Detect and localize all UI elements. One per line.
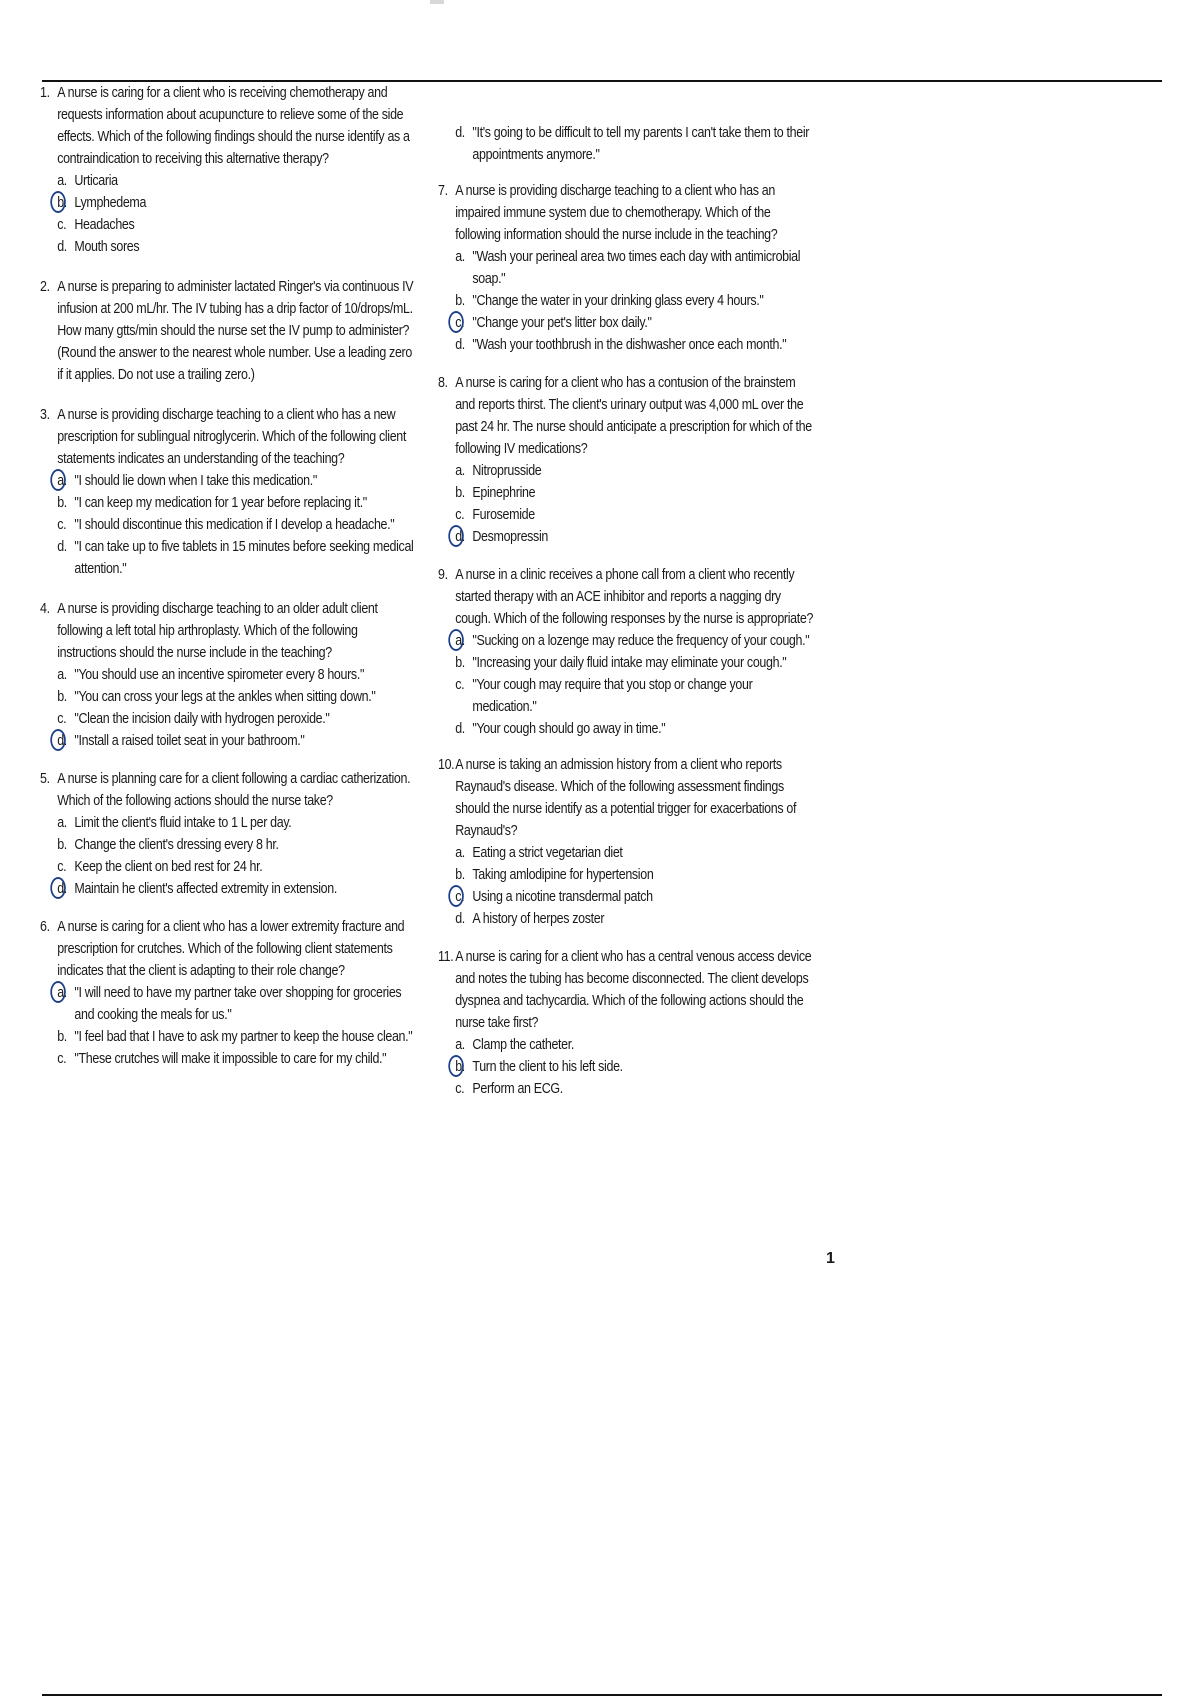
option-text: "Wash your perineal area two times each day with antimicrobial soap." (472, 249, 801, 287)
question-item (438, 180, 816, 356)
option-letter: d. (57, 881, 67, 897)
question-text: A nurse is caring for a client who is receiving chemotherapy and requests information about acupuncture to relieve some of the side effects. Which of the following findings should the nurse identify as a contraindication to receiving this alternative therapy? (57, 85, 410, 167)
option-letter: a. (57, 985, 67, 1001)
answer-circle-mark (50, 877, 65, 899)
answer-circle-mark (50, 191, 65, 213)
answer-option (455, 312, 816, 334)
answer-option (57, 982, 418, 1026)
page-number: 1 (826, 1250, 835, 1267)
question-number: 9. (438, 567, 448, 583)
answer-circle-mark (448, 885, 463, 907)
answer-circle-mark (448, 629, 463, 651)
answer-circle-mark (50, 469, 65, 491)
option-letter: d. (455, 529, 465, 545)
option-letter: b. (57, 837, 67, 853)
option-text: Epinephrine (472, 485, 536, 501)
question-item (438, 564, 816, 740)
question-number: 1. (40, 85, 50, 101)
question-item (40, 916, 418, 1070)
answer-circle-mark (50, 729, 65, 751)
answer-option (57, 708, 418, 730)
question-stem (438, 372, 816, 460)
question-stem (40, 404, 418, 470)
option-letter: c. (57, 217, 67, 233)
question-stem (40, 768, 418, 812)
option-text: "Your cough should go away in time." (472, 721, 666, 737)
option-text: "I can keep my medication for 1 year before replacing it." (74, 495, 367, 511)
answer-option (455, 1078, 816, 1100)
question-item (438, 754, 816, 930)
question-text: A nurse in a clinic receives a phone call from a client who recently started therapy with an ACE inhibitor and reports a nagging dry cough. Which of the following responses by the nurse is appropriate? (455, 567, 814, 627)
option-letter: a. (57, 667, 67, 683)
answer-option (57, 834, 418, 856)
question-text: A nurse is caring for a client who has a contusion of the brainstem and reports thirst. The client's urinary output was 4,000 mL over the past 24 hr. The nurse should anticipate a prescription for which of the following IV medications? (455, 375, 812, 457)
answer-option (455, 842, 816, 864)
option-letter: c. (57, 1051, 67, 1067)
option-letter: d. (455, 125, 465, 141)
question-text: A nurse is providing discharge teaching to a client who has a new prescription for sublingual nitroglycerin. Which of the following client statements indicates an understanding of the teaching? (57, 407, 407, 467)
option-letter: d. (455, 337, 465, 353)
answer-option (455, 886, 816, 908)
option-text: Change the client's dressing every 8 hr. (74, 837, 279, 853)
option-letter: c. (57, 859, 67, 875)
question-text: A nurse is providing discharge teaching to an older adult client following a left total hip arthroplasty. Which of the following instructions should the nurse include in the teaching? (57, 601, 378, 661)
answer-option (57, 536, 418, 580)
answer-option (455, 630, 816, 652)
question-stem (438, 564, 816, 630)
answer-option (57, 470, 418, 492)
question-number: 5. (40, 771, 50, 787)
answer-option (57, 730, 418, 752)
question-item (40, 768, 418, 900)
option-text: "I should lie down when I take this medication." (74, 473, 317, 489)
option-letter: b. (57, 1029, 67, 1045)
option-letter: a. (455, 463, 465, 479)
question-item (438, 946, 816, 1100)
question-item (438, 372, 816, 548)
answer-option (455, 652, 816, 674)
answer-option (455, 504, 816, 526)
question-text: A nurse is providing discharge teaching to a client who has an impaired immune system due to chemotherapy. Which of the following information should the nurse include in the teaching? (455, 183, 778, 243)
option-letter: a. (57, 173, 67, 189)
answer-option (57, 170, 418, 192)
answer-circle-mark (448, 525, 463, 547)
option-letter: d. (455, 721, 465, 737)
answer-circle-mark (448, 1055, 463, 1077)
option-text: "These crutches will make it impossible to care for my child." (74, 1051, 387, 1067)
option-text: Nitroprusside (472, 463, 542, 479)
option-letter: c. (455, 315, 465, 331)
answer-option (455, 122, 816, 166)
option-letter: a. (455, 845, 465, 861)
option-letter: c. (57, 711, 67, 727)
option-letter: b. (455, 293, 465, 309)
option-text: Headaches (74, 217, 135, 233)
question-stem (438, 180, 816, 246)
option-letter: a. (57, 473, 67, 489)
answer-option (57, 812, 418, 834)
option-text: "I should discontinue this medication if I develop a headache." (74, 517, 395, 533)
option-text: "Sucking on a lozenge may reduce the frequency of your cough." (472, 633, 810, 649)
option-text: Urticaria (74, 173, 118, 189)
option-letter: b. (455, 655, 465, 671)
option-letter: d. (455, 911, 465, 927)
option-text: Maintain he client's affected extremity in extension. (74, 881, 337, 897)
question-number: 10. (438, 757, 455, 773)
answer-option (455, 334, 816, 356)
answer-circle-mark (50, 981, 65, 1003)
option-text: Mouth sores (74, 239, 140, 255)
option-text: "Change your pet's litter box daily." (472, 315, 652, 331)
question-stem (40, 82, 418, 170)
answer-option (455, 674, 816, 718)
scan-mark (430, 0, 444, 4)
answer-circle-mark (448, 311, 463, 333)
option-letter: b. (455, 1059, 465, 1075)
answer-option (57, 878, 418, 900)
option-text: "Clean the incision daily with hydrogen peroxide." (74, 711, 330, 727)
question-item (40, 276, 418, 386)
option-letter: a. (455, 249, 465, 265)
answer-option (455, 526, 816, 548)
option-letter: b. (455, 485, 465, 501)
answer-option (455, 1056, 816, 1078)
option-letter: a. (455, 1037, 465, 1053)
option-letter: c. (455, 1081, 465, 1097)
option-text: "I will need to have my partner take over shopping for groceries and cooking the meals for us." (74, 985, 402, 1023)
option-text: Clamp the catheter. (472, 1037, 575, 1053)
option-letter: b. (57, 195, 67, 211)
option-text: "Your cough may require that you stop or change your medication." (472, 677, 753, 715)
option-text: Desmopressin (472, 529, 548, 545)
option-text: Furosemide (472, 507, 535, 523)
answer-option (455, 864, 816, 886)
option-text: Turn the client to his left side. (472, 1059, 623, 1075)
option-letter: a. (455, 633, 465, 649)
answer-option (57, 514, 418, 536)
option-letter: d. (57, 733, 67, 749)
answer-option (57, 236, 418, 258)
option-text: "I can take up to five tablets in 15 minutes before seeking medical attention." (74, 539, 414, 577)
answer-option (57, 192, 418, 214)
option-text: A history of herpes zoster (472, 911, 605, 927)
answer-option (57, 686, 418, 708)
option-letter: b. (57, 689, 67, 705)
answer-option (57, 664, 418, 686)
footer-rule (42, 1694, 1162, 1696)
option-text: "Increasing your daily fluid intake may eliminate your cough." (472, 655, 787, 671)
option-text: Using a nicotine transdermal patch (472, 889, 653, 905)
answer-option (455, 1034, 816, 1056)
question-number: 11. (438, 949, 454, 965)
question-item (40, 598, 418, 752)
question-text: A nurse is preparing to administer lactated Ringer's via continuous IV infusion at 200 mL/hr. The IV tubing has a drip factor of 10/drops/mL. How many gtts/min should the nurse set the IV pump to administer? (Round the answer to the nearest whole number. Use a leading zero if it applies. Do not use a trailing zero.) (57, 279, 414, 383)
right-column (438, 106, 838, 1100)
question-item (40, 82, 418, 258)
question-number: 6. (40, 919, 50, 935)
question-text: A nurse is caring for a client who has a lower extremity fracture and prescription for crutches. Which of the following client statements indicates that the client is adapting to their role change? (57, 919, 405, 979)
question-stem (40, 276, 418, 386)
option-letter: b. (455, 867, 465, 883)
left-column (40, 66, 425, 1070)
option-text: Lymphedema (74, 195, 147, 211)
option-letter: c. (455, 677, 465, 693)
option-letter: c. (455, 507, 465, 523)
question-stem (438, 754, 816, 842)
option-text: "Wash your toothbrush in the dishwasher once each month." (472, 337, 787, 353)
option-letter: a. (57, 815, 67, 831)
question-number: 3. (40, 407, 50, 423)
option-letter: d. (57, 539, 67, 555)
option-text: "You should use an incentive spirometer every 8 hours." (74, 667, 365, 683)
answer-option (455, 460, 816, 482)
option-letter: c. (57, 517, 67, 533)
question-item (40, 404, 418, 580)
option-text: Keep the client on bed rest for 24 hr. (74, 859, 263, 875)
question-number: 4. (40, 601, 50, 617)
question-number: 8. (438, 375, 448, 391)
question-text: A nurse is taking an admission history from a client who reports Raynaud's disease. Which of the following assessment findings should the nurse identify as a potential trigger for exacerbations of Raynaud's? (455, 757, 797, 839)
option-text: "Install a raised toilet seat in your bathroom." (74, 733, 305, 749)
answer-option (57, 1026, 418, 1048)
option-text: Perform an ECG. (472, 1081, 563, 1097)
answer-option (57, 1048, 418, 1070)
answer-option (57, 492, 418, 514)
option-text: "Change the water in your drinking glass every 4 hours." (472, 293, 764, 309)
answer-option (455, 290, 816, 312)
question-text: A nurse is caring for a client who has a central venous access device and notes the tubing has become disconnected. The client develops dyspnea and tachycardia. Which of the following actions should the nurse take first? (455, 949, 812, 1031)
question-number: 7. (438, 183, 448, 199)
question-number: 2. (40, 279, 50, 295)
question-stem (40, 598, 418, 664)
option-text: "It's going to be difficult to tell my parents I can't take them to their appointments anymore." (472, 125, 810, 163)
option-text: Eating a strict vegetarian diet (472, 845, 623, 861)
answer-option (455, 908, 816, 930)
question-text: A nurse is planning care for a client following a cardiac catherization. Which of the following actions should the nurse take? (57, 771, 411, 809)
answer-option (57, 856, 418, 878)
option-text: Limit the client's fluid intake to 1 L per day. (74, 815, 292, 831)
question-item (438, 122, 816, 166)
option-letter: d. (57, 239, 67, 255)
answer-option (455, 718, 816, 740)
option-text: "I feel bad that I have to ask my partner to keep the house clean." (74, 1029, 413, 1045)
option-text: Taking amlodipine for hypertension (472, 867, 654, 883)
option-letter: b. (57, 495, 67, 511)
question-stem (40, 916, 418, 982)
answer-option (455, 246, 816, 290)
question-stem (438, 946, 816, 1034)
answer-option (57, 214, 418, 236)
answer-option (455, 482, 816, 504)
option-text: "You can cross your legs at the ankles when sitting down." (74, 689, 376, 705)
option-letter: c. (455, 889, 465, 905)
